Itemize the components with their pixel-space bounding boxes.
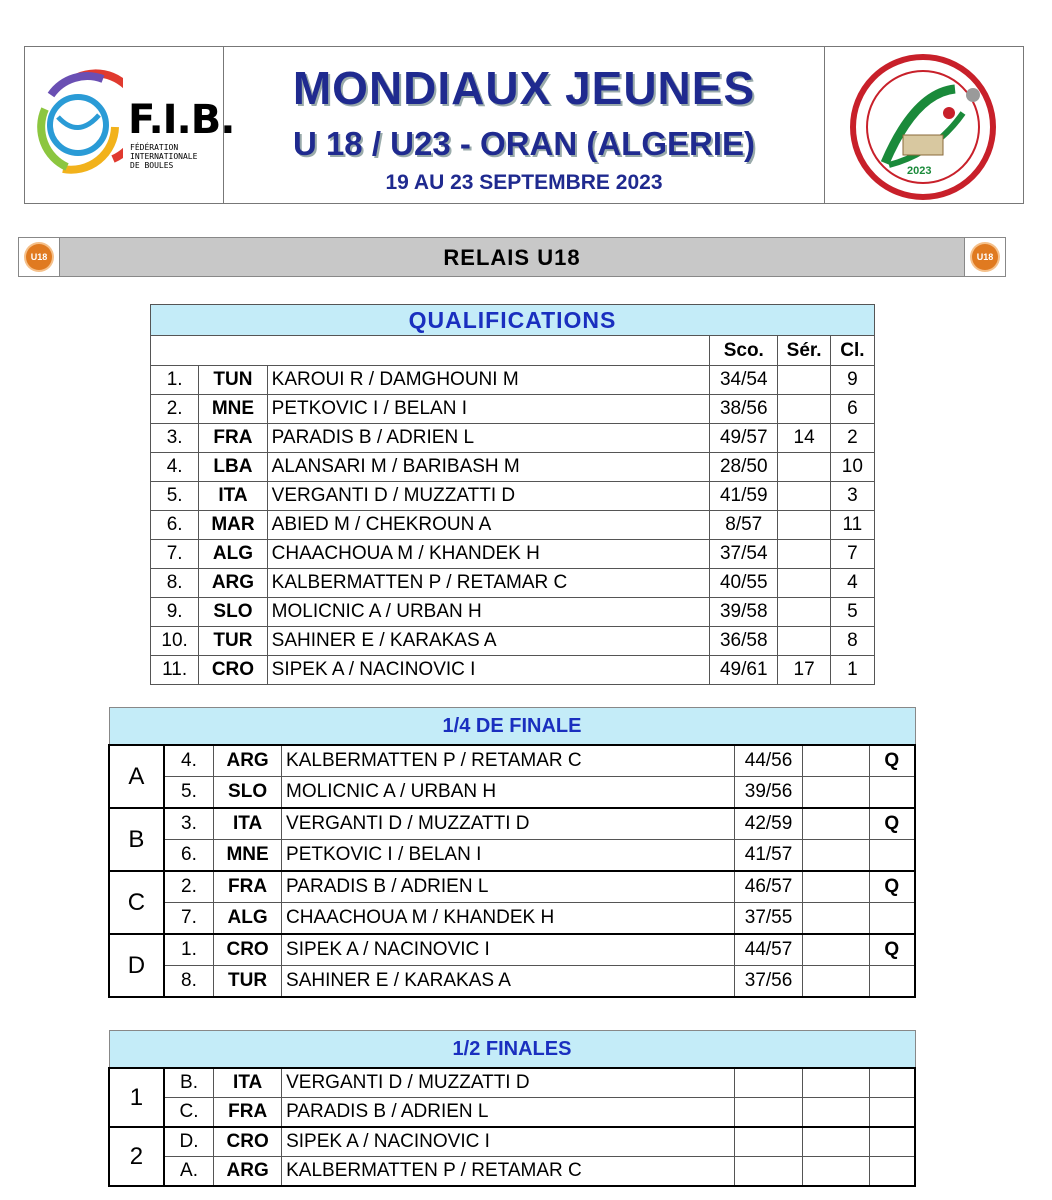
row-number: 3. [151,424,199,453]
table-row [151,569,875,598]
extra [802,871,869,903]
qualified-mark: Q [869,745,915,777]
seed-number: C. [164,1098,214,1128]
table-row [109,934,915,966]
series [778,540,830,569]
seed-number: 8. [164,966,214,998]
quarter-final-table [108,707,916,998]
country-code: CRO [199,656,267,685]
semi-caption: 1/2 FINALES [109,1031,915,1069]
qualified-mark: Q [869,808,915,840]
players: SIPEK A / NACINOVIC I [267,656,709,685]
extra [802,1127,869,1157]
series [778,366,830,395]
group-label: A [109,745,164,808]
table-row [151,424,875,453]
country-code: ITA [214,808,282,840]
qualifications-table [150,304,875,685]
seed-number: A. [164,1157,214,1187]
fib-subtitle: FÉDÉRATION INTERNATIONALE DE BOULES [130,143,198,170]
header-series: Sér. [778,336,830,366]
extra [802,903,869,935]
quarter-caption: 1/4 DE FINALE [109,708,915,746]
group-label: B [109,808,164,871]
country-code: MNE [214,840,282,872]
row-number: 1. [151,366,199,395]
event-subtitle: U 18 / U23 - ORAN (ALGERIE) [292,125,756,162]
qualifications-caption: QUALIFICATIONS [151,305,875,336]
score: 39/58 [710,598,778,627]
category-banner [18,237,1006,277]
header-score: Sco. [710,336,778,366]
series [778,453,830,482]
extra [802,840,869,872]
country-code: ARG [199,569,267,598]
players: MOLICNIC A / URBAN H [282,777,735,809]
score [735,1098,803,1128]
table-row [109,871,915,903]
extra [802,777,869,809]
score: 46/57 [735,871,803,903]
qualifications-header [151,336,875,366]
seed-number: 1. [164,934,214,966]
table-row [109,1157,915,1187]
header-rank: Cl. [830,336,874,366]
qualified-mark: Q [869,934,915,966]
country-code: SLO [199,598,267,627]
oran-logo [824,47,1023,203]
seed-number: 5. [164,777,214,809]
row-number: 5. [151,482,199,511]
players: CHAACHOUA M / KHANDEK H [282,903,735,935]
logo-year: 2023 [907,165,932,177]
rank: 1 [830,656,874,685]
players: SIPEK A / NACINOVIC I [282,934,735,966]
country-code: ITA [199,482,267,511]
score: 39/56 [735,777,803,809]
extra [802,745,869,777]
group-label: C [109,871,164,934]
group-label: D [109,934,164,997]
banner-title: RELAIS U18 [443,245,581,270]
seed-number: 6. [164,840,214,872]
country-code: LBA [199,453,267,482]
players: PARADIS B / ADRIEN L [282,1098,735,1128]
row-number: 10. [151,627,199,656]
country-code: ARG [214,1157,282,1187]
score [735,1068,803,1098]
seed-number: B. [164,1068,214,1098]
group-label: 1 [109,1068,164,1127]
score: 37/56 [735,966,803,998]
row-number: 8. [151,569,199,598]
fib-logo [25,47,235,203]
rank: 3 [830,482,874,511]
players: MOLICNIC A / URBAN H [267,598,709,627]
players: KALBERMATTEN P / RETAMAR C [282,745,735,777]
rank: 11 [830,511,874,540]
series: 17 [778,656,830,685]
rank: 9 [830,366,874,395]
row-number: 2. [151,395,199,424]
event-title-block [224,47,824,203]
table-row [151,511,875,540]
country-code: TUN [199,366,267,395]
score: 8/57 [710,511,778,540]
table-row [109,1068,915,1098]
score: 37/55 [735,903,803,935]
players: PETKOVIC I / BELAN I [267,395,709,424]
country-code: ALG [214,903,282,935]
series [778,482,830,511]
qualified-mark [869,1157,915,1187]
score: 37/54 [710,540,778,569]
group-label: 2 [109,1127,164,1186]
series [778,569,830,598]
oran-emblem-icon [845,53,1001,201]
fib-emblem-icon [33,69,123,179]
extra [802,1068,869,1098]
row-number: 4. [151,453,199,482]
players: ABIED M / CHEKROUN A [267,511,709,540]
u18-badge-right: U18 [972,244,998,270]
score: 44/56 [735,745,803,777]
qualified-mark: Q [869,871,915,903]
series [778,395,830,424]
score: 42/59 [735,808,803,840]
players: ALANSARI M / BARIBASH M [267,453,709,482]
country-code: TUR [199,627,267,656]
players: SAHINER E / KARAKAS A [267,627,709,656]
country-code: ALG [199,540,267,569]
series [778,511,830,540]
table-row [151,656,875,685]
country-code: FRA [214,1098,282,1128]
players: PETKOVIC I / BELAN I [282,840,735,872]
series [778,627,830,656]
country-code: FRA [199,424,267,453]
table-row [151,395,875,424]
score: 44/57 [735,934,803,966]
extra [802,934,869,966]
players: KAROUI R / DAMGHOUNI M [267,366,709,395]
seed-number: 7. [164,903,214,935]
table-row [151,453,875,482]
rank: 7 [830,540,874,569]
row-number: 6. [151,511,199,540]
rank: 4 [830,569,874,598]
extra [802,1098,869,1128]
event-title: MONDIAUX JEUNES [292,62,756,114]
rank: 8 [830,627,874,656]
country-code: CRO [214,934,282,966]
series [778,598,830,627]
qualified-mark [869,903,915,935]
table-row [151,540,875,569]
table-row [109,903,915,935]
qualified-mark [869,777,915,809]
players: PARADIS B / ADRIEN L [267,424,709,453]
event-dates: 19 AU 23 SEPTEMBRE 2023 [385,171,663,194]
players: PARADIS B / ADRIEN L [282,871,735,903]
qualified-mark [869,840,915,872]
seed-number: D. [164,1127,214,1157]
row-number: 9. [151,598,199,627]
table-row [109,1098,915,1128]
table-row [151,627,875,656]
score: 28/50 [710,453,778,482]
table-row [151,366,875,395]
players: SAHINER E / KARAKAS A [282,966,735,998]
score: 49/57 [710,424,778,453]
qualified-mark [869,1068,915,1098]
seed-number: 4. [164,745,214,777]
header [24,46,1024,204]
players: VERGANTI D / MUZZATTI D [282,1068,735,1098]
country-code: ITA [214,1068,282,1098]
rank: 2 [830,424,874,453]
fib-name: F.I.B. [128,97,235,143]
country-code: MNE [199,395,267,424]
players: CHAACHOUA M / KHANDEK H [267,540,709,569]
seed-number: 3. [164,808,214,840]
country-code: FRA [214,871,282,903]
score: 40/55 [710,569,778,598]
qualified-mark [869,1098,915,1128]
series: 14 [778,424,830,453]
table-row [109,966,915,998]
country-code: TUR [214,966,282,998]
table-row [151,482,875,511]
players: KALBERMATTEN P / RETAMAR C [267,569,709,598]
qualified-mark [869,1127,915,1157]
rank: 10 [830,453,874,482]
rank: 6 [830,395,874,424]
u18-badge-left: U18 [26,244,52,270]
players: KALBERMATTEN P / RETAMAR C [282,1157,735,1187]
score: 41/57 [735,840,803,872]
score: 41/59 [710,482,778,511]
row-number: 11. [151,656,199,685]
table-row [109,1127,915,1157]
table-row [109,777,915,809]
extra [802,1157,869,1187]
extra [802,808,869,840]
rank: 5 [830,598,874,627]
extra [802,966,869,998]
table-row [151,598,875,627]
score: 38/56 [710,395,778,424]
table-row [109,840,915,872]
score: 36/58 [710,627,778,656]
score: 49/61 [710,656,778,685]
players: VERGANTI D / MUZZATTI D [267,482,709,511]
score: 34/54 [710,366,778,395]
players: VERGANTI D / MUZZATTI D [282,808,735,840]
country-code: MAR [199,511,267,540]
qualified-mark [869,966,915,998]
country-code: CRO [214,1127,282,1157]
score [735,1127,803,1157]
semi-final-table [108,1030,916,1187]
country-code: ARG [214,745,282,777]
table-row [109,745,915,777]
row-number: 7. [151,540,199,569]
score [735,1157,803,1187]
table-row [109,808,915,840]
seed-number: 2. [164,871,214,903]
players: SIPEK A / NACINOVIC I [282,1127,735,1157]
country-code: SLO [214,777,282,809]
